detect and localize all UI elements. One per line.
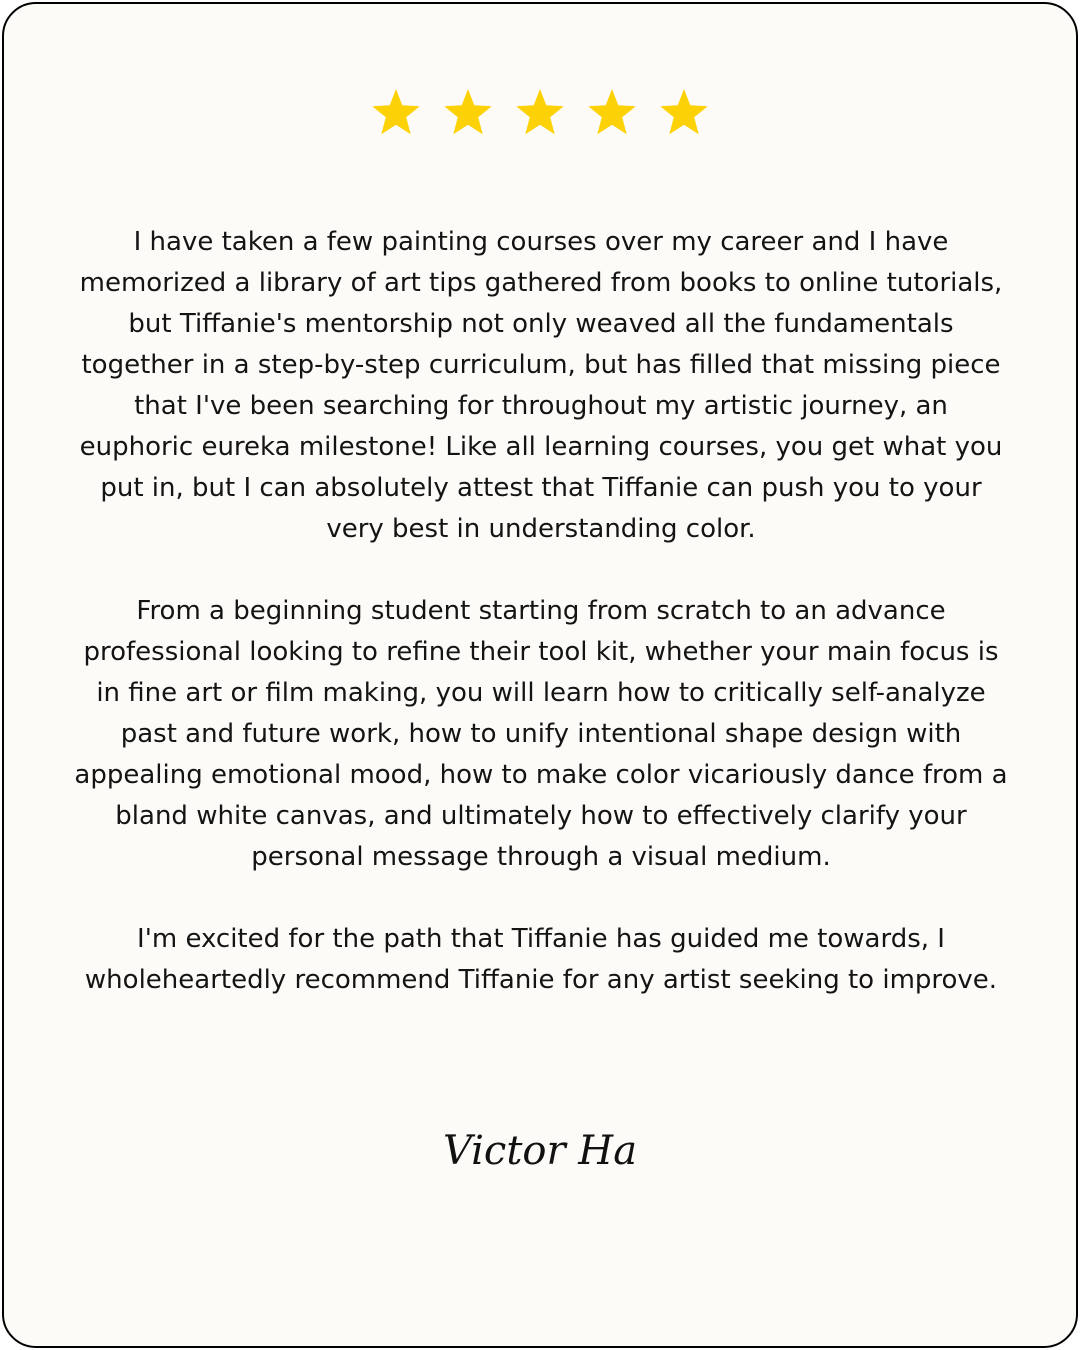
- star-icon: [512, 86, 568, 142]
- review-paragraph: I'm excited for the path that Tiffanie has guided me towards, I wholeheartedly recommend Tiffanie for any artist seeking to improve.: [84, 924, 998, 995]
- star-icon: [584, 86, 640, 142]
- star-icon: [656, 86, 712, 142]
- testimonial-card: [2, 2, 1078, 1348]
- star-icon: [368, 86, 424, 142]
- review-paragraph: From a beginning student starting from scratch to an advance professional looking to refine their tool kit, whether your main focus is in fine art or film making, you will learn how to critically self-analyze past and future work, how to unify intentional shape design with appealing emotional mood, how to make color vicariously dance from a bland white canvas, and ultimately how to effectively clarify your personal message through a visual medium.: [74, 596, 1008, 872]
- review-text: [74, 222, 1008, 1001]
- review-paragraph: I have taken a few painting courses over my career and I have memorized a library of art tips gathered from books to online tutorials, but Tiffanie's mentorship not only weaved all the fundamentals together in a step-by-step curriculum, but has filled that missing piece that I've been searching for throughout my artistic journey, an euphoric eureka milestone! Like all learning courses, you get what you put in, but I can absolutely attest that Tiffanie can push you to your very best in understanding color.: [79, 227, 1003, 544]
- star-rating: [4, 86, 1076, 142]
- author-name: Victor Ha: [442, 1128, 638, 1174]
- star-icon: [440, 86, 496, 142]
